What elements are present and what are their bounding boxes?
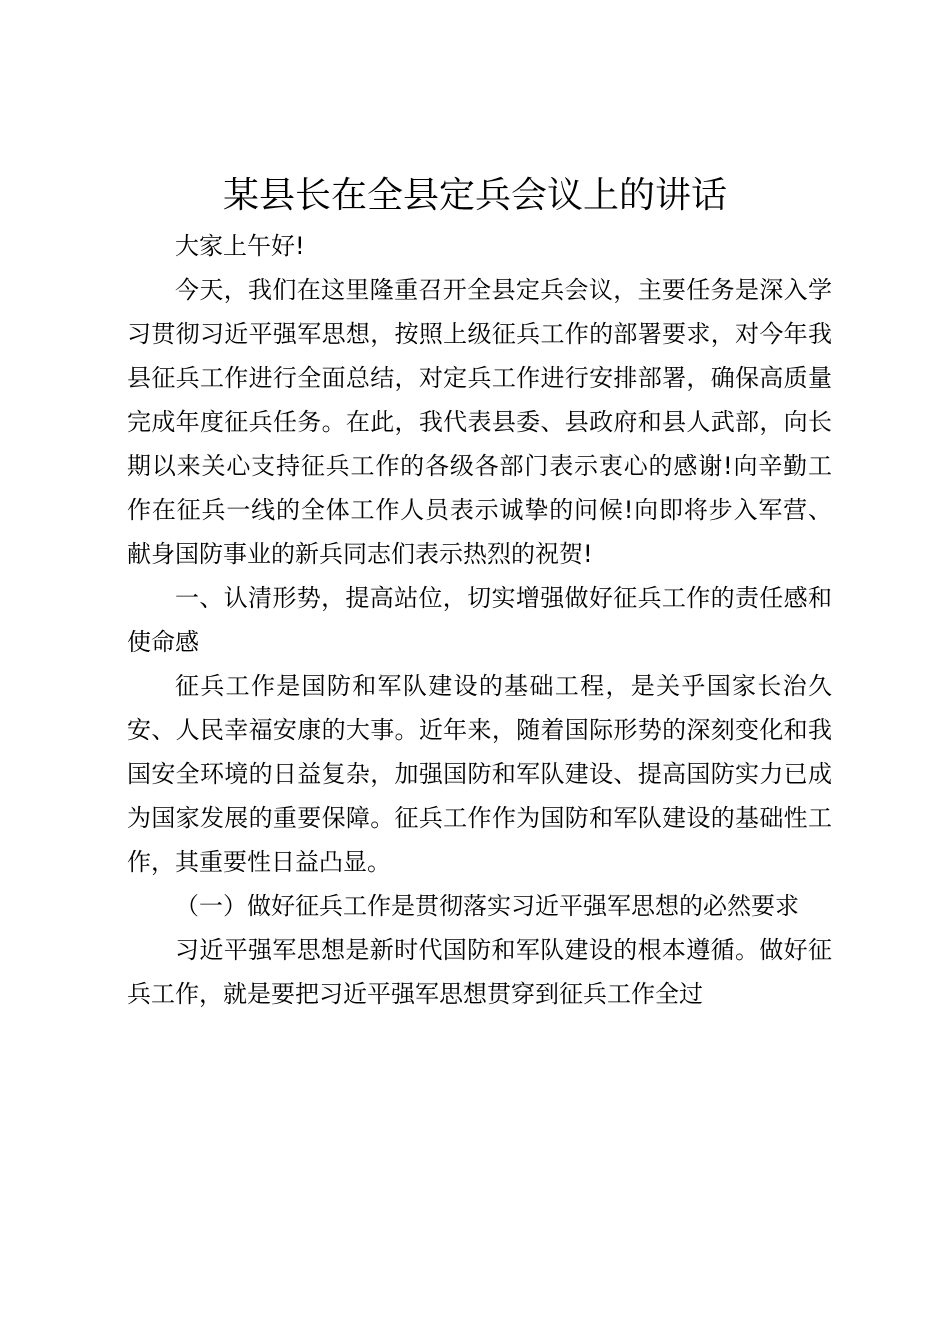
section-heading-1: 一、认清形势，提高站位，切实增强做好征兵工作的责任感和使命感 (127, 584, 832, 656)
document-body (127, 224, 832, 1016)
paragraph-section-1: 征兵工作是国防和军队建设的基础工程，是关乎国家长治久安、人民幸福安康的大事。近年来，随着国际形势的深刻变化和我国安全环境的日益复杂，加强国防和军队建设、提高国防实力已成为国家发展的重要保障。征兵工作作为国防和军队建设的基础性工作，其重要性日益凸显。 (127, 672, 832, 876)
subsection-heading-1: （一）做好征兵工作是贯彻落实习近平强军思想的必然要求 (175, 892, 799, 920)
paragraph-greeting: 大家上午好! (175, 232, 305, 260)
paragraph-opening: 今天，我们在这里隆重召开全县定兵会议，主要任务是深入学习贯彻习近平强军思想，按照上级征兵工作的部署要求，对今年我县征兵工作进行全面总结，对定兵工作进行安排部署，确保高质量完成年度征兵任务。在此，我代表县委、县政府和县人武部，向长期以来关心支持征兵工作的各级各部门表示衷心的感谢!向辛勤工作在征兵一线的全体工作人员表示诚挚的问候!向即将步入军营、献身国防事业的新兵同志们表示热烈的祝贺! (127, 276, 832, 568)
paragraph-subsection-1: 习近平强军思想是新时代国防和军队建设的根本遵循。做好征兵工作，就是要把习近平强军思想贯穿到征兵工作全过 (127, 936, 832, 1008)
document-title: 某县长在全县定兵会议上的讲话 (222, 175, 727, 216)
